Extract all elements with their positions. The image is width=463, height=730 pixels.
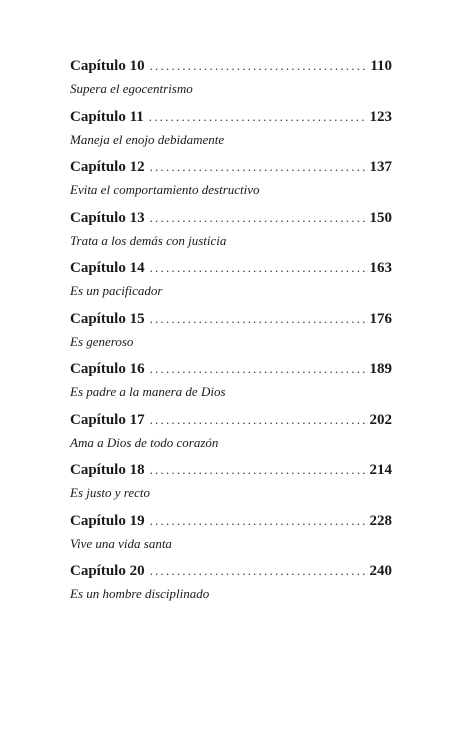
- chapter-label: Capítulo 12: [70, 159, 145, 175]
- dot-leader: [149, 109, 366, 125]
- chapter-title: Supera el egocentrismo: [70, 81, 193, 96]
- chapter-label: Capítulo 13: [70, 209, 145, 226]
- toc-entry: [70, 412, 392, 463]
- toc-entry-row: [70, 513, 392, 535]
- dot-leader: [150, 462, 366, 478]
- chapter-label: Capítulo 10: [70, 58, 145, 74]
- chapter-title: Es padre a la manera de Dios: [70, 384, 226, 399]
- toc-entry: [70, 109, 392, 160]
- dot-leader: [150, 260, 366, 276]
- page-number: 137: [369, 159, 392, 175]
- chapter-label: Capítulo 16: [70, 361, 145, 377]
- toc-entry-row: [70, 109, 392, 131]
- chapter-label: Capítulo 19: [70, 512, 145, 529]
- dot-leader: [150, 159, 366, 175]
- page-number: 163: [369, 260, 392, 276]
- page-number: 176: [369, 310, 392, 327]
- toc-entry-row: [70, 361, 392, 383]
- page-number: 123: [369, 108, 392, 125]
- toc-entry-row: [70, 210, 392, 232]
- toc-entry-row: [70, 462, 392, 484]
- toc-entry: [70, 159, 392, 210]
- chapter-title: Es justo y recto: [70, 485, 151, 500]
- toc-entry: [70, 311, 392, 362]
- chapter-title: Es generoso: [70, 333, 134, 349]
- page-number: 150: [369, 209, 392, 226]
- dot-leader: [150, 513, 366, 529]
- chapter-title: Ama a Dios de todo corazón: [70, 434, 219, 450]
- dot-leader: [150, 412, 366, 428]
- page-number: 214: [369, 462, 392, 478]
- toc-entry: [70, 58, 392, 109]
- chapter-title: Evita el comportamiento destructivo: [70, 182, 260, 197]
- chapter-label: Capítulo 17: [70, 411, 145, 428]
- chapter-label: Capítulo 11: [70, 108, 144, 125]
- dot-leader: [150, 58, 367, 74]
- dot-leader: [150, 563, 366, 579]
- table-of-contents: [70, 58, 392, 614]
- chapter-title: Es un hombre disciplinado: [70, 586, 210, 601]
- toc-entry: [70, 513, 392, 564]
- chapter-label: Capítulo 15: [70, 310, 145, 327]
- toc-entry-row: [70, 563, 392, 585]
- dot-leader: [150, 361, 366, 377]
- chapter-label: Capítulo 18: [70, 462, 145, 478]
- toc-entry-row: [70, 311, 392, 333]
- chapter-label: Capítulo 14: [70, 260, 145, 276]
- page-number: 110: [370, 58, 392, 74]
- chapter-label: Capítulo 20: [70, 563, 145, 579]
- toc-entry: [70, 361, 392, 412]
- toc-entry: [70, 210, 392, 261]
- page-number: 228: [369, 512, 392, 529]
- toc-entry-row: [70, 159, 392, 181]
- toc-entry-row: [70, 412, 392, 434]
- toc-entry-row: [70, 58, 392, 80]
- dot-leader: [150, 311, 366, 327]
- toc-entry: [70, 260, 392, 311]
- chapter-title: Maneja el enojo debidamente: [70, 131, 225, 147]
- page-number: 240: [369, 563, 392, 579]
- page-number: 189: [369, 361, 392, 377]
- dot-leader: [150, 210, 366, 226]
- toc-entry: [70, 563, 392, 614]
- toc-entry-row: [70, 260, 392, 282]
- chapter-title: Vive una vida santa: [70, 535, 172, 551]
- page-number: 202: [369, 411, 392, 428]
- chapter-title: Trata a los demás con justicia: [70, 232, 227, 248]
- chapter-title: Es un pacificador: [70, 283, 163, 298]
- toc-entry: [70, 462, 392, 513]
